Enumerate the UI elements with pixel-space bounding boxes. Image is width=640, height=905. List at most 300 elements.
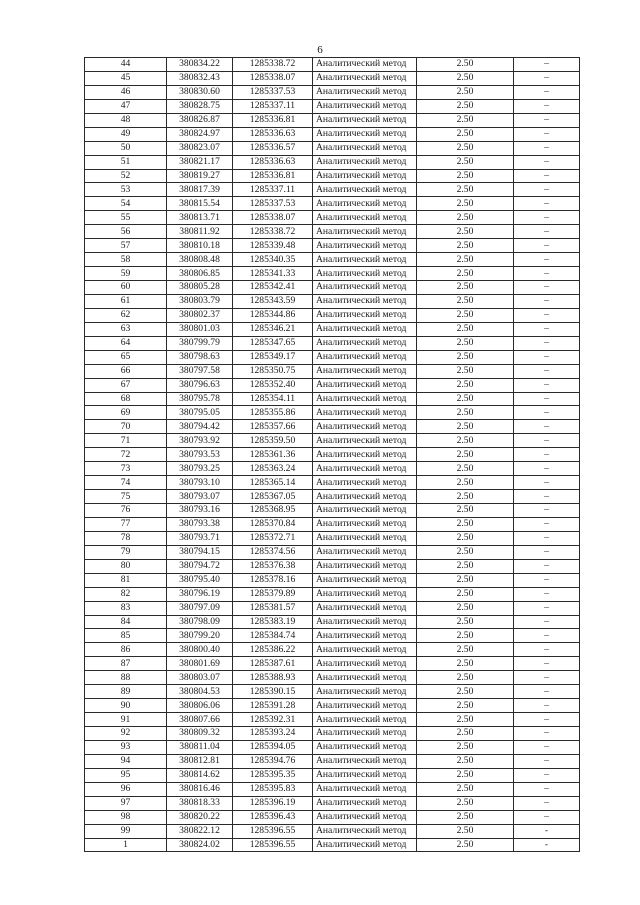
point-number-cell: 55 bbox=[85, 211, 167, 225]
note-cell: – bbox=[514, 517, 580, 531]
table-row bbox=[85, 239, 580, 253]
accuracy-cell: 2.50 bbox=[417, 155, 514, 169]
note-cell: – bbox=[514, 294, 580, 308]
y-coordinate-cell: 1285376.38 bbox=[233, 559, 313, 573]
note-cell: – bbox=[514, 58, 580, 72]
y-coordinate-cell: 1285336.63 bbox=[233, 127, 313, 141]
table-row bbox=[85, 824, 580, 838]
x-coordinate-cell: 380828.75 bbox=[167, 99, 233, 113]
x-coordinate-cell: 380796.19 bbox=[167, 587, 233, 601]
method-cell: Аналитический метод bbox=[313, 657, 417, 671]
point-number-cell: 67 bbox=[85, 378, 167, 392]
x-coordinate-cell: 380794.15 bbox=[167, 545, 233, 559]
table-row bbox=[85, 406, 580, 420]
table-row bbox=[85, 517, 580, 531]
x-coordinate-cell: 380806.06 bbox=[167, 699, 233, 713]
table-row bbox=[85, 671, 580, 685]
x-coordinate-cell: 380793.53 bbox=[167, 448, 233, 462]
note-cell: – bbox=[514, 281, 580, 295]
accuracy-cell: 2.50 bbox=[417, 615, 514, 629]
y-coordinate-cell: 1285338.72 bbox=[233, 225, 313, 239]
y-coordinate-cell: 1285336.81 bbox=[233, 113, 313, 127]
x-coordinate-cell: 380798.09 bbox=[167, 615, 233, 629]
y-coordinate-cell: 1285396.19 bbox=[233, 796, 313, 810]
accuracy-cell: 2.50 bbox=[417, 406, 514, 420]
y-coordinate-cell: 1285395.35 bbox=[233, 768, 313, 782]
method-cell: Аналитический метод bbox=[313, 239, 417, 253]
note-cell: - bbox=[514, 824, 580, 838]
method-cell: Аналитический метод bbox=[313, 685, 417, 699]
accuracy-cell: 2.50 bbox=[417, 225, 514, 239]
y-coordinate-cell: 1285336.63 bbox=[233, 155, 313, 169]
method-cell: Аналитический метод bbox=[313, 197, 417, 211]
method-cell: Аналитический метод bbox=[313, 699, 417, 713]
x-coordinate-cell: 380820.22 bbox=[167, 810, 233, 824]
point-number-cell: 57 bbox=[85, 239, 167, 253]
point-number-cell: 58 bbox=[85, 253, 167, 267]
point-number-cell: 86 bbox=[85, 643, 167, 657]
y-coordinate-cell: 1285359.50 bbox=[233, 434, 313, 448]
point-number-cell: 45 bbox=[85, 71, 167, 85]
method-cell: Аналитический метод bbox=[313, 267, 417, 281]
method-cell: Аналитический метод bbox=[313, 253, 417, 267]
point-number-cell: 77 bbox=[85, 517, 167, 531]
y-coordinate-cell: 1285361.36 bbox=[233, 448, 313, 462]
note-cell: – bbox=[514, 378, 580, 392]
table-row bbox=[85, 169, 580, 183]
method-cell: Аналитический метод bbox=[313, 713, 417, 727]
method-cell: Аналитический метод bbox=[313, 476, 417, 490]
point-number-cell: 84 bbox=[85, 615, 167, 629]
x-coordinate-cell: 380818.33 bbox=[167, 796, 233, 810]
method-cell: Аналитический метод bbox=[313, 322, 417, 336]
y-coordinate-cell: 1285396.55 bbox=[233, 838, 313, 852]
note-cell: – bbox=[514, 322, 580, 336]
method-cell: Аналитический метод bbox=[313, 601, 417, 615]
note-cell: – bbox=[514, 754, 580, 768]
point-number-cell: 94 bbox=[85, 754, 167, 768]
point-number-cell: 80 bbox=[85, 559, 167, 573]
accuracy-cell: 2.50 bbox=[417, 740, 514, 754]
point-number-cell: 81 bbox=[85, 573, 167, 587]
table-row bbox=[85, 629, 580, 643]
accuracy-cell: 2.50 bbox=[417, 281, 514, 295]
method-cell: Аналитический метод bbox=[313, 434, 417, 448]
accuracy-cell: 2.50 bbox=[417, 99, 514, 113]
x-coordinate-cell: 380799.79 bbox=[167, 336, 233, 350]
y-coordinate-cell: 1285394.76 bbox=[233, 754, 313, 768]
note-cell: – bbox=[514, 782, 580, 796]
table-row bbox=[85, 58, 580, 72]
method-cell: Аналитический метод bbox=[313, 169, 417, 183]
y-coordinate-cell: 1285388.93 bbox=[233, 671, 313, 685]
point-number-cell: 83 bbox=[85, 601, 167, 615]
x-coordinate-cell: 380807.66 bbox=[167, 713, 233, 727]
accuracy-cell: 2.50 bbox=[417, 490, 514, 504]
note-cell: – bbox=[514, 406, 580, 420]
accuracy-cell: 2.50 bbox=[417, 239, 514, 253]
x-coordinate-cell: 380811.04 bbox=[167, 740, 233, 754]
table-row bbox=[85, 476, 580, 490]
accuracy-cell: 2.50 bbox=[417, 127, 514, 141]
table-row bbox=[85, 183, 580, 197]
table-row bbox=[85, 810, 580, 824]
point-number-cell: 79 bbox=[85, 545, 167, 559]
y-coordinate-cell: 1285339.48 bbox=[233, 239, 313, 253]
method-cell: Аналитический метод bbox=[313, 810, 417, 824]
table-row bbox=[85, 448, 580, 462]
note-cell: – bbox=[514, 267, 580, 281]
accuracy-cell: 2.50 bbox=[417, 58, 514, 72]
point-number-cell: 91 bbox=[85, 713, 167, 727]
accuracy-cell: 2.50 bbox=[417, 671, 514, 685]
point-number-cell: 48 bbox=[85, 113, 167, 127]
accuracy-cell: 2.50 bbox=[417, 587, 514, 601]
x-coordinate-cell: 380830.60 bbox=[167, 85, 233, 99]
x-coordinate-cell: 380793.92 bbox=[167, 434, 233, 448]
table-row bbox=[85, 643, 580, 657]
accuracy-cell: 2.50 bbox=[417, 183, 514, 197]
point-number-cell: 52 bbox=[85, 169, 167, 183]
method-cell: Аналитический метод bbox=[313, 364, 417, 378]
accuracy-cell: 2.50 bbox=[417, 378, 514, 392]
method-cell: Аналитический метод bbox=[313, 85, 417, 99]
y-coordinate-cell: 1285337.53 bbox=[233, 197, 313, 211]
point-number-cell: 60 bbox=[85, 281, 167, 295]
table-row bbox=[85, 267, 580, 281]
table-row bbox=[85, 364, 580, 378]
point-number-cell: 44 bbox=[85, 58, 167, 72]
point-number-cell: 47 bbox=[85, 99, 167, 113]
y-coordinate-cell: 1285346.21 bbox=[233, 322, 313, 336]
y-coordinate-cell: 1285372.71 bbox=[233, 531, 313, 545]
x-coordinate-cell: 380793.10 bbox=[167, 476, 233, 490]
note-cell: – bbox=[514, 211, 580, 225]
y-coordinate-cell: 1285350.75 bbox=[233, 364, 313, 378]
note-cell: – bbox=[514, 239, 580, 253]
method-cell: Аналитический метод bbox=[313, 155, 417, 169]
accuracy-cell: 2.50 bbox=[417, 657, 514, 671]
accuracy-cell: 2.50 bbox=[417, 601, 514, 615]
accuracy-cell: 2.50 bbox=[417, 294, 514, 308]
x-coordinate-cell: 380823.07 bbox=[167, 141, 233, 155]
accuracy-cell: 2.50 bbox=[417, 392, 514, 406]
point-number-cell: 92 bbox=[85, 727, 167, 741]
point-number-cell: 65 bbox=[85, 350, 167, 364]
y-coordinate-cell: 1285384.74 bbox=[233, 629, 313, 643]
method-cell: Аналитический метод bbox=[313, 71, 417, 85]
method-cell: Аналитический метод bbox=[313, 211, 417, 225]
x-coordinate-cell: 380814.62 bbox=[167, 768, 233, 782]
x-coordinate-cell: 380797.58 bbox=[167, 364, 233, 378]
accuracy-cell: 2.50 bbox=[417, 699, 514, 713]
point-number-cell: 49 bbox=[85, 127, 167, 141]
x-coordinate-cell: 380803.07 bbox=[167, 671, 233, 685]
note-cell: – bbox=[514, 504, 580, 518]
accuracy-cell: 2.50 bbox=[417, 308, 514, 322]
note-cell: – bbox=[514, 99, 580, 113]
y-coordinate-cell: 1285392.31 bbox=[233, 713, 313, 727]
method-cell: Аналитический метод bbox=[313, 462, 417, 476]
x-coordinate-cell: 380798.63 bbox=[167, 350, 233, 364]
y-coordinate-cell: 1285394.05 bbox=[233, 740, 313, 754]
method-cell: Аналитический метод bbox=[313, 281, 417, 295]
page-number: 6 bbox=[317, 44, 323, 56]
note-cell: – bbox=[514, 350, 580, 364]
table-row bbox=[85, 197, 580, 211]
y-coordinate-cell: 1285391.28 bbox=[233, 699, 313, 713]
point-number-cell: 78 bbox=[85, 531, 167, 545]
accuracy-cell: 2.50 bbox=[417, 810, 514, 824]
table-row bbox=[85, 559, 580, 573]
table-row bbox=[85, 531, 580, 545]
point-number-cell: 74 bbox=[85, 476, 167, 490]
accuracy-cell: 2.50 bbox=[417, 545, 514, 559]
x-coordinate-cell: 380793.38 bbox=[167, 517, 233, 531]
table-row bbox=[85, 740, 580, 754]
method-cell: Аналитический метод bbox=[313, 308, 417, 322]
note-cell: – bbox=[514, 490, 580, 504]
method-cell: Аналитический метод bbox=[313, 740, 417, 754]
method-cell: Аналитический метод bbox=[313, 225, 417, 239]
y-coordinate-cell: 1285387.61 bbox=[233, 657, 313, 671]
point-number-cell: 72 bbox=[85, 448, 167, 462]
note-cell: – bbox=[514, 629, 580, 643]
table-row bbox=[85, 378, 580, 392]
note-cell: – bbox=[514, 462, 580, 476]
method-cell: Аналитический метод bbox=[313, 782, 417, 796]
table-row bbox=[85, 685, 580, 699]
point-number-cell: 50 bbox=[85, 141, 167, 155]
x-coordinate-cell: 380810.18 bbox=[167, 239, 233, 253]
table-row bbox=[85, 573, 580, 587]
x-coordinate-cell: 380826.87 bbox=[167, 113, 233, 127]
point-number-cell: 73 bbox=[85, 462, 167, 476]
method-cell: Аналитический метод bbox=[313, 99, 417, 113]
method-cell: Аналитический метод bbox=[313, 754, 417, 768]
x-coordinate-cell: 380812.81 bbox=[167, 754, 233, 768]
coordinates-table bbox=[84, 57, 580, 852]
accuracy-cell: 2.50 bbox=[417, 685, 514, 699]
table-row bbox=[85, 657, 580, 671]
note-cell: - bbox=[514, 838, 580, 852]
y-coordinate-cell: 1285357.66 bbox=[233, 420, 313, 434]
table-row bbox=[85, 615, 580, 629]
accuracy-cell: 2.50 bbox=[417, 448, 514, 462]
accuracy-cell: 2.50 bbox=[417, 768, 514, 782]
method-cell: Аналитический метод bbox=[313, 587, 417, 601]
y-coordinate-cell: 1285336.57 bbox=[233, 141, 313, 155]
method-cell: Аналитический метод bbox=[313, 727, 417, 741]
accuracy-cell: 2.50 bbox=[417, 336, 514, 350]
note-cell: – bbox=[514, 253, 580, 267]
note-cell: – bbox=[514, 127, 580, 141]
accuracy-cell: 2.50 bbox=[417, 782, 514, 796]
note-cell: – bbox=[514, 713, 580, 727]
y-coordinate-cell: 1285337.11 bbox=[233, 99, 313, 113]
method-cell: Аналитический метод bbox=[313, 378, 417, 392]
note-cell: – bbox=[514, 531, 580, 545]
accuracy-cell: 2.50 bbox=[417, 504, 514, 518]
x-coordinate-cell: 380795.40 bbox=[167, 573, 233, 587]
y-coordinate-cell: 1285349.17 bbox=[233, 350, 313, 364]
x-coordinate-cell: 380795.78 bbox=[167, 392, 233, 406]
table-row bbox=[85, 462, 580, 476]
point-number-cell: 1 bbox=[85, 838, 167, 852]
note-cell: – bbox=[514, 420, 580, 434]
point-number-cell: 99 bbox=[85, 824, 167, 838]
point-number-cell: 46 bbox=[85, 85, 167, 99]
table-row bbox=[85, 281, 580, 295]
y-coordinate-cell: 1285378.16 bbox=[233, 573, 313, 587]
point-number-cell: 97 bbox=[85, 796, 167, 810]
method-cell: Аналитический метод bbox=[313, 448, 417, 462]
point-number-cell: 87 bbox=[85, 657, 167, 671]
y-coordinate-cell: 1285343.59 bbox=[233, 294, 313, 308]
x-coordinate-cell: 380805.28 bbox=[167, 281, 233, 295]
accuracy-cell: 2.50 bbox=[417, 517, 514, 531]
method-cell: Аналитический метод bbox=[313, 504, 417, 518]
note-cell: – bbox=[514, 796, 580, 810]
y-coordinate-cell: 1285342.41 bbox=[233, 281, 313, 295]
point-number-cell: 53 bbox=[85, 183, 167, 197]
x-coordinate-cell: 380800.40 bbox=[167, 643, 233, 657]
point-number-cell: 76 bbox=[85, 504, 167, 518]
method-cell: Аналитический метод bbox=[313, 824, 417, 838]
accuracy-cell: 2.50 bbox=[417, 141, 514, 155]
table-row bbox=[85, 392, 580, 406]
y-coordinate-cell: 1285338.72 bbox=[233, 58, 313, 72]
note-cell: – bbox=[514, 141, 580, 155]
point-number-cell: 68 bbox=[85, 392, 167, 406]
method-cell: Аналитический метод bbox=[313, 406, 417, 420]
y-coordinate-cell: 1285338.07 bbox=[233, 71, 313, 85]
y-coordinate-cell: 1285393.24 bbox=[233, 727, 313, 741]
method-cell: Аналитический метод bbox=[313, 490, 417, 504]
method-cell: Аналитический метод bbox=[313, 420, 417, 434]
x-coordinate-cell: 380793.07 bbox=[167, 490, 233, 504]
x-coordinate-cell: 380806.85 bbox=[167, 267, 233, 281]
note-cell: – bbox=[514, 699, 580, 713]
point-number-cell: 69 bbox=[85, 406, 167, 420]
accuracy-cell: 2.50 bbox=[417, 727, 514, 741]
note-cell: – bbox=[514, 364, 580, 378]
y-coordinate-cell: 1285340.35 bbox=[233, 253, 313, 267]
y-coordinate-cell: 1285354.11 bbox=[233, 392, 313, 406]
method-cell: Аналитический метод bbox=[313, 768, 417, 782]
point-number-cell: 98 bbox=[85, 810, 167, 824]
point-number-cell: 93 bbox=[85, 740, 167, 754]
x-coordinate-cell: 380819.27 bbox=[167, 169, 233, 183]
point-number-cell: 70 bbox=[85, 420, 167, 434]
y-coordinate-cell: 1285386.22 bbox=[233, 643, 313, 657]
table-row bbox=[85, 545, 580, 559]
note-cell: – bbox=[514, 71, 580, 85]
method-cell: Аналитический метод bbox=[313, 294, 417, 308]
x-coordinate-cell: 380804.53 bbox=[167, 685, 233, 699]
note-cell: – bbox=[514, 671, 580, 685]
note-cell: – bbox=[514, 476, 580, 490]
table-row bbox=[85, 350, 580, 364]
method-cell: Аналитический метод bbox=[313, 643, 417, 657]
x-coordinate-cell: 380822.12 bbox=[167, 824, 233, 838]
y-coordinate-cell: 1285352.40 bbox=[233, 378, 313, 392]
accuracy-cell: 2.50 bbox=[417, 197, 514, 211]
method-cell: Аналитический метод bbox=[313, 350, 417, 364]
table-row bbox=[85, 782, 580, 796]
method-cell: Аналитический метод bbox=[313, 517, 417, 531]
accuracy-cell: 2.50 bbox=[417, 71, 514, 85]
x-coordinate-cell: 380795.05 bbox=[167, 406, 233, 420]
y-coordinate-cell: 1285396.55 bbox=[233, 824, 313, 838]
point-number-cell: 89 bbox=[85, 685, 167, 699]
table-row bbox=[85, 113, 580, 127]
table-row bbox=[85, 294, 580, 308]
x-coordinate-cell: 380834.22 bbox=[167, 58, 233, 72]
note-cell: – bbox=[514, 587, 580, 601]
table-row bbox=[85, 838, 580, 852]
note-cell: – bbox=[514, 85, 580, 99]
table-row bbox=[85, 420, 580, 434]
y-coordinate-cell: 1285347.65 bbox=[233, 336, 313, 350]
table-row bbox=[85, 434, 580, 448]
note-cell: – bbox=[514, 810, 580, 824]
method-cell: Аналитический метод bbox=[313, 545, 417, 559]
accuracy-cell: 2.50 bbox=[417, 350, 514, 364]
table-row bbox=[85, 308, 580, 322]
x-coordinate-cell: 380794.42 bbox=[167, 420, 233, 434]
x-coordinate-cell: 380802.37 bbox=[167, 308, 233, 322]
accuracy-cell: 2.50 bbox=[417, 573, 514, 587]
y-coordinate-cell: 1285363.24 bbox=[233, 462, 313, 476]
table-row bbox=[85, 336, 580, 350]
method-cell: Аналитический метод bbox=[313, 671, 417, 685]
method-cell: Аналитический метод bbox=[313, 838, 417, 852]
table-row bbox=[85, 587, 580, 601]
y-coordinate-cell: 1285390.15 bbox=[233, 685, 313, 699]
x-coordinate-cell: 380803.79 bbox=[167, 294, 233, 308]
table-row bbox=[85, 768, 580, 782]
note-cell: – bbox=[514, 113, 580, 127]
y-coordinate-cell: 1285383.19 bbox=[233, 615, 313, 629]
accuracy-cell: 2.50 bbox=[417, 629, 514, 643]
method-cell: Аналитический метод bbox=[313, 615, 417, 629]
y-coordinate-cell: 1285379.89 bbox=[233, 587, 313, 601]
table-row bbox=[85, 155, 580, 169]
note-cell: – bbox=[514, 615, 580, 629]
accuracy-cell: 2.50 bbox=[417, 420, 514, 434]
accuracy-cell: 2.50 bbox=[417, 267, 514, 281]
point-number-cell: 90 bbox=[85, 699, 167, 713]
table-row bbox=[85, 713, 580, 727]
accuracy-cell: 2.50 bbox=[417, 713, 514, 727]
method-cell: Аналитический метод bbox=[313, 127, 417, 141]
x-coordinate-cell: 380809.32 bbox=[167, 727, 233, 741]
point-number-cell: 59 bbox=[85, 267, 167, 281]
y-coordinate-cell: 1285374.56 bbox=[233, 545, 313, 559]
y-coordinate-cell: 1285337.53 bbox=[233, 85, 313, 99]
method-cell: Аналитический метод bbox=[313, 141, 417, 155]
accuracy-cell: 2.50 bbox=[417, 113, 514, 127]
table-row bbox=[85, 796, 580, 810]
accuracy-cell: 2.50 bbox=[417, 838, 514, 852]
note-cell: – bbox=[514, 336, 580, 350]
table-row bbox=[85, 504, 580, 518]
method-cell: Аналитический метод bbox=[313, 336, 417, 350]
note-cell: – bbox=[514, 727, 580, 741]
table-row bbox=[85, 253, 580, 267]
point-number-cell: 51 bbox=[85, 155, 167, 169]
